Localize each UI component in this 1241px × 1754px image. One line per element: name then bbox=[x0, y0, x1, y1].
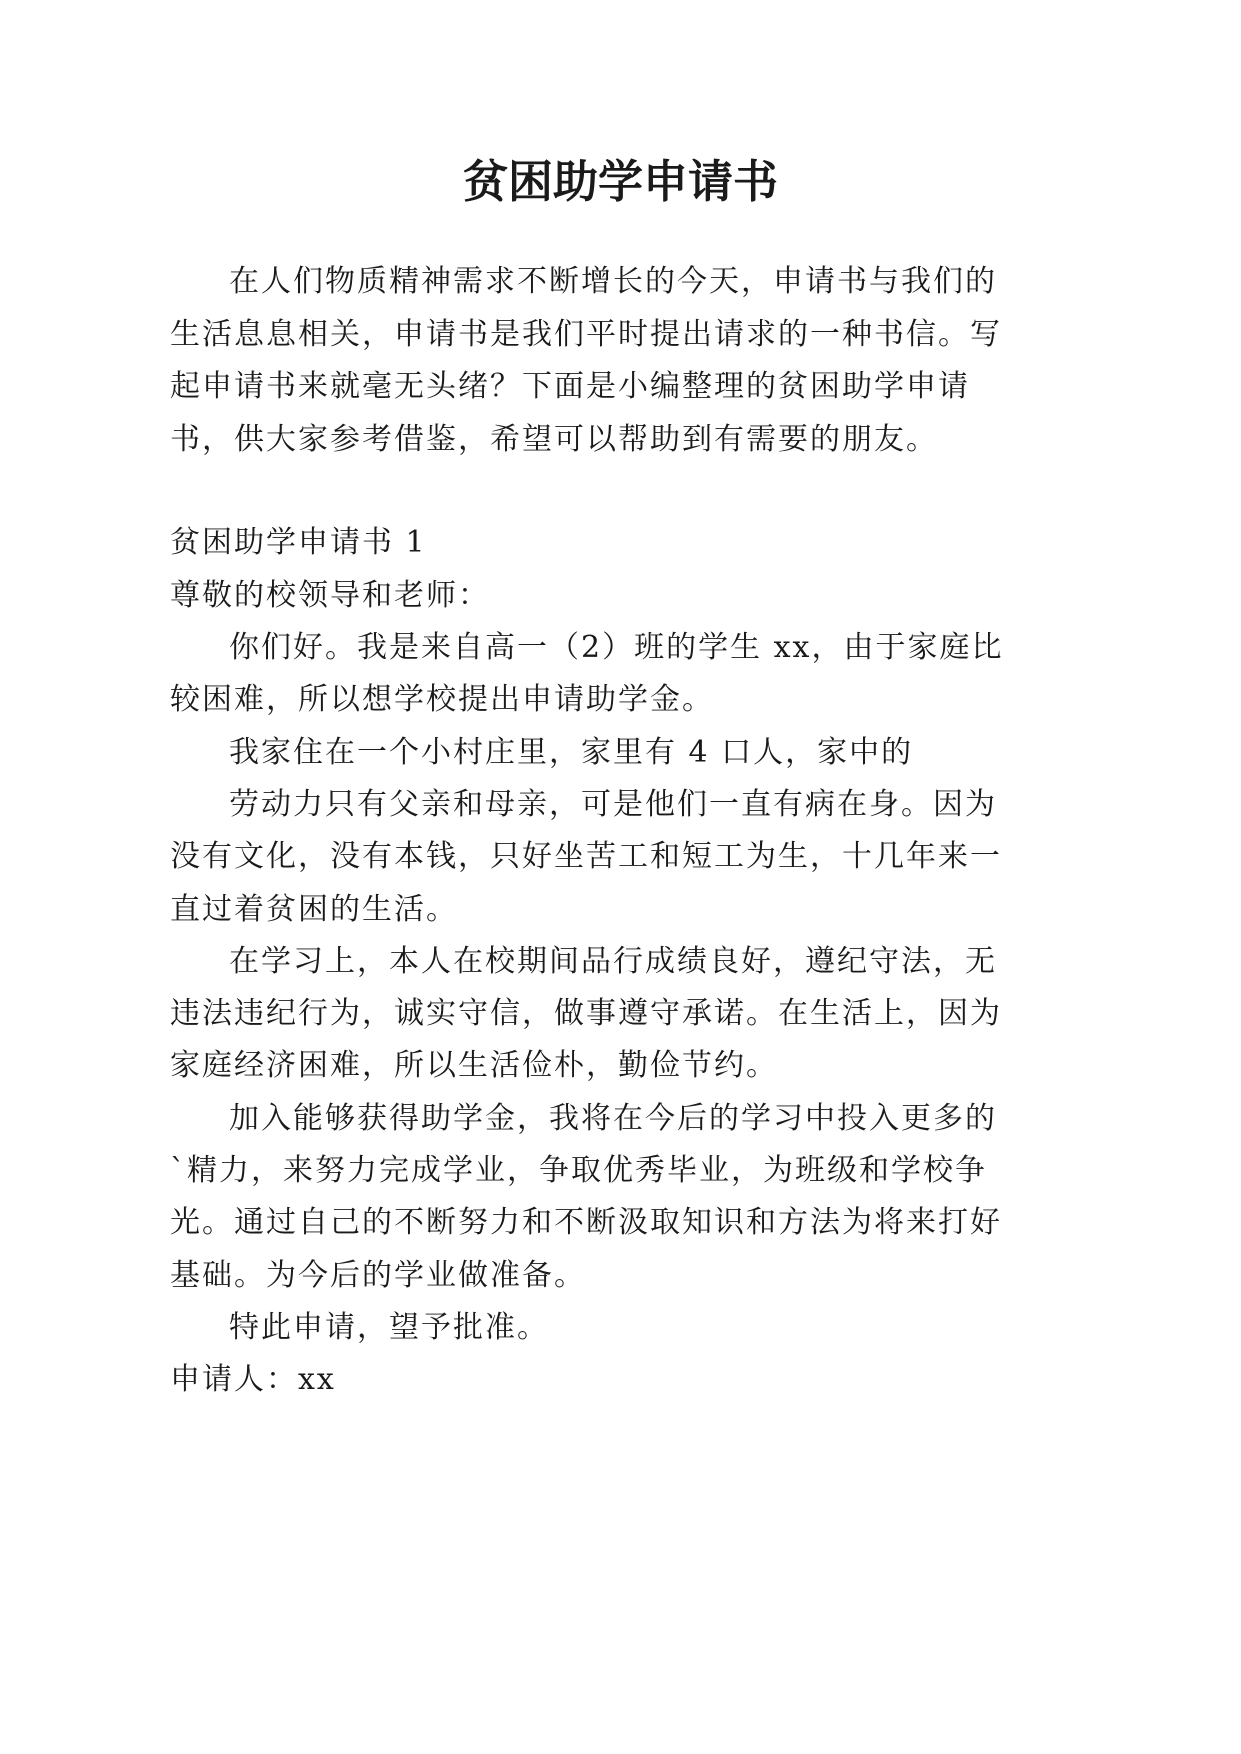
body-line: 家庭经济困难，所以生活俭朴，勤俭节约。 bbox=[170, 1048, 778, 1083]
section-heading: 贫困助学申请书 1 bbox=[170, 525, 427, 560]
body-line: 加入能够获得助学金，我将在今后的学习中投入更多的 bbox=[229, 1101, 997, 1136]
body-line: 你们好。我是来自高一（2）班的学生 xx，由于家庭比 bbox=[229, 630, 1004, 665]
body-line: 在学习上，本人在校期间品行成绩良好，遵纪守法，无 bbox=[229, 944, 997, 979]
body-line: 直过着贫困的生活。 bbox=[170, 892, 458, 927]
body-line: 光。通过自己的不断努力和不断汲取知识和方法为将来打好 bbox=[170, 1205, 1002, 1240]
body-line: 特此申请，望予批准。 bbox=[229, 1310, 549, 1345]
intro-line: 在人们物质精神需求不断增长的今天，申请书与我们的 bbox=[229, 264, 997, 299]
body-line: `精力，来努力完成学业，争取优秀毕业，为班级和学校争 bbox=[170, 1153, 987, 1188]
body-line: 没有文化，没有本钱，只好坐苦工和短工为生，十几年来一 bbox=[170, 839, 1002, 874]
body-line: 违法违纪行为，诚实守信，做事遵守承诺。在生活上，因为 bbox=[170, 996, 1002, 1031]
body-line: 我家住在一个小村庄里，家里有 4 口人，家中的 bbox=[229, 735, 914, 770]
body-line: 较困难，所以想学校提出申请助学金。 bbox=[170, 682, 714, 717]
signature-line: 申请人：xx bbox=[170, 1362, 336, 1397]
intro-line: 书，供大家参考借鉴，希望可以帮助到有需要的朋友。 bbox=[170, 422, 938, 457]
intro-line: 起申请书来就毫无头绪？下面是小编整理的贫困助学申请 bbox=[170, 369, 970, 404]
document-title: 贫困助学申请书 bbox=[462, 155, 778, 208]
intro-line: 生活息息相关，申请书是我们平时提出请求的一种书信。写 bbox=[170, 317, 1002, 352]
body-line: 劳动力只有父亲和母亲，可是他们一直有病在身。因为 bbox=[229, 787, 997, 822]
body-line: 基础。为今后的学业做准备。 bbox=[170, 1258, 586, 1293]
salutation: 尊敬的校领导和老师： bbox=[170, 578, 490, 613]
